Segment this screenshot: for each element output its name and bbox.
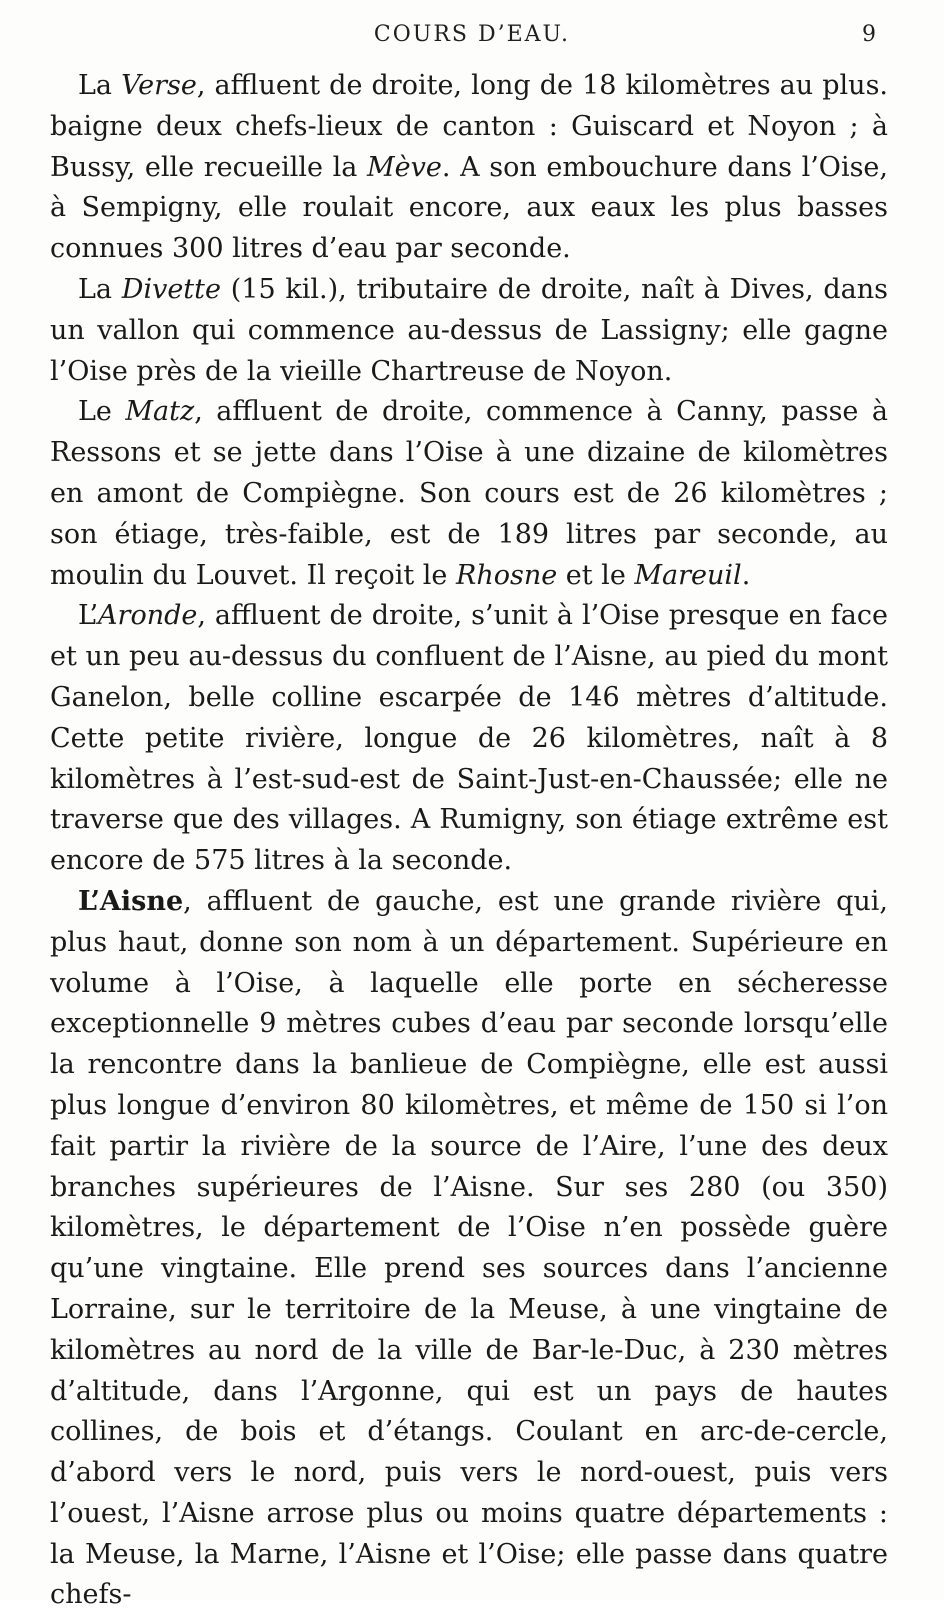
paragraph-aisne bbox=[50, 882, 888, 1616]
text-segment: , affluent de droite, commence à Canny, passe à Ressons et se jette dans l’Oise à une dizaine de kilomètres en amont de Compiègne. Son cours est de 26 kilomètres ; son étiage, très-faible, est de 189 litres par seconde, au moulin du Louvet. Il reçoit le bbox=[50, 396, 888, 591]
text-segment: La bbox=[78, 273, 122, 305]
river-name-mareuil: Mareuil bbox=[634, 559, 742, 591]
river-name-aisne: Aisne bbox=[99, 885, 184, 917]
paragraph-verse bbox=[50, 66, 888, 270]
text-segment: L’ bbox=[78, 600, 99, 632]
page-number: 9 bbox=[862, 22, 876, 47]
body-text bbox=[50, 66, 888, 1616]
text-segment: (15 kil.), tributaire de droite, naît à Dives, dans un vallon qui commence au-dessus de Lassigny; elle gagne l’Oise près de la vieille Chartreuse de Noyon. bbox=[50, 273, 889, 387]
text-segment: La bbox=[78, 70, 122, 101]
text-segment: , affluent de gauche, est une grande rivière qui, plus haut, donne son nom à un département. Supérieure en volume à l’Oise, à laquelle elle porte en sécheresse exceptionnelle 9 mètres cubes d’eau par seconde lorsqu’elle la rencontre dans la banlieue de Compiègne, elle est aussi plus longue d’environ 80 kilomètres, et même de 150 si l’on fait partir la rivière de la source de l’Aire, l’une des deux branches supérieures de l’Aisne. Sur ses 280 (ou 350) kilomètres, le département de l’Oise n’en possède guère qu’une vingtaine. Elle prend ses sources dans l’ancienne Lorraine, sur le territoire de la Meuse, à une vingtaine de kilomètres au nord de la ville de Bar-le-Duc, à 230 mètres d’altitude, dans l’Argonne, qui est un pays de hautes collines, de bois et d’étangs. Coulant en arc-de-cercle, d’abord vers le nord, puis vers le nord-ouest, puis vers l’ouest, l’Aisne arrose plus ou moins quatre départements : la Meuse, la Marne, l’Aisne et l’Oise; elle passe dans quatre chefs- bbox=[50, 885, 888, 1611]
text-segment: et le bbox=[557, 559, 635, 591]
text-segment: . A son embouchure dans l’Oise, à Sempigny, elle roulait encore, aux eaux les plus basses connues 300 litres d’eau par seconde. bbox=[50, 151, 888, 265]
page-header bbox=[0, 22, 944, 54]
text-segment: , affluent de droite, long de 18 kilomètres au plus. baigne deux chefs-lieux de canton : Guiscard et Noyon ; à Bussy, elle recueille la bbox=[50, 70, 889, 183]
text-segment: Le bbox=[78, 396, 126, 428]
river-name-verse: Verse bbox=[121, 70, 197, 101]
river-name-meve: Mève bbox=[367, 151, 442, 183]
river-name-divette: Divette bbox=[121, 273, 221, 305]
paragraph-divette bbox=[50, 270, 888, 392]
text-segment: , affluent de droite, s’unit à l’Oise presque en face et un peu au-dessus du confluent de l’Aisne, au pied du mont Ganelon, belle colline escarpée de 146 mètres d’altitude. Cette petite rivière, longue de 26 kilomètres, naît à 8 kilomètres à l’est-sud-est de Saint-Just-en-Chaussée; elle ne traverse que des villages. A Rumigny, son étiage extrême est encore de 575 litres à la seconde. bbox=[50, 600, 888, 877]
river-name-aronde: Aronde bbox=[98, 600, 198, 632]
paragraph-aronde bbox=[50, 596, 888, 882]
river-name-rhosne: Rhosne bbox=[455, 559, 558, 591]
text-segment: L’ bbox=[78, 885, 100, 917]
river-name-matz: Matz bbox=[125, 396, 195, 428]
paragraph-matz bbox=[50, 392, 888, 596]
running-title: COURS D’EAU. bbox=[373, 22, 571, 47]
text-segment: . bbox=[741, 559, 751, 591]
